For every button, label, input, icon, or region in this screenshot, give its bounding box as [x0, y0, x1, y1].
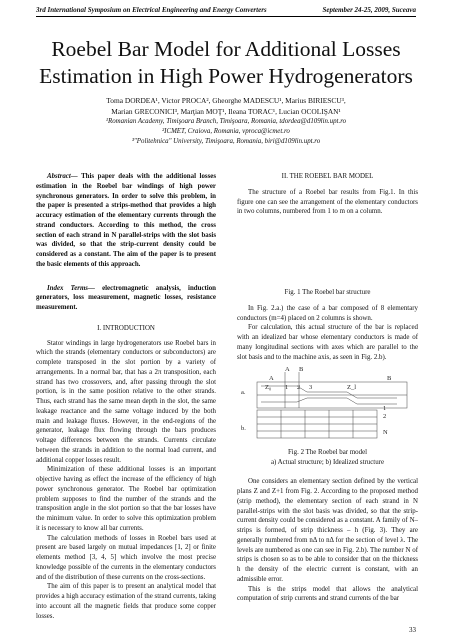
- figure-2-caption-line-2: a) Actual structure; b) Idealized structure: [270, 458, 385, 466]
- page-number: 33: [409, 626, 416, 634]
- fig2-idealized-structure: [257, 410, 377, 438]
- abstract-label: Abstract—: [47, 173, 78, 180]
- fig2-label-aside: a.: [241, 389, 246, 397]
- fig2-label-b2: B: [387, 375, 392, 383]
- affiliation-3: ³"Politehnica" University, Timişoara, Romania, biri@d109lin.upt.ro: [131, 138, 321, 145]
- intro-paragraph-1: Stator windings in large hydrogenerators use Roebel bars in which the strands (elementary conductors or subconductors) are complete transposed in the slot portion by a variety of arrangements. In a normal bar, that has a 2π transposition, each strand has two crossovers, and, after passing through the slot portion, is in the same position relative to the other strands. Thus, each strand has the same mean depth in the slot, the same leakage reactance and the same voltage induced by the both main and leakage fluxes. However, in the end-regions of the generator, leakage flux flowing through the bars produces voltage differences between the strands. Currents circulate between the strands in addition to the normal load current, and additional copper losses result.: [36, 339, 216, 464]
- fig2-label-a2: A: [269, 375, 274, 383]
- model-paragraph-4: One considers an elementary section defined by the vertical plans Z and Z+1 from Fig. 2. According to the proposed method (strip method), the elementary section of each strand in N parallel-strips with the slot basis was divided, so that the strip-current density could be considered as a constant. A family of N–strips is formed, of strip thickness – h (Fig. 3). They are generally numbered from nΔ to nΔ for the section of level λ. The levels are numbered as one can see in Fig. 2.b). The number N of strips is chosen so as to be able to consider that on the thickness h the density of the electric current is constant, with an admissible error.: [237, 478, 418, 583]
- model-paragraph-3: For calculation, this actual structure of the bar is replaced with an idealized bar whose elementary conductors is made of many longitudinal sections with axes which are parallel to the slot basis and to the machine axis, as seen in Fig. 2.b).: [237, 324, 418, 361]
- left-column: [36, 172, 216, 621]
- intro-paragraph-3: The calculation methods of losses in Roebel bars used at present are based largely on mutual impedances [1, 2] or finite elements method [3, 4, 5] which involve the most precise knowledge possible of the currents in the elementary conductors and of the distribution of these currents on the cross-sections.: [36, 534, 216, 581]
- figure-2-caption-line-1: Fig. 2 The Roebel bar model: [287, 449, 368, 457]
- fig2-label-n2: 2: [383, 413, 387, 421]
- fig2-label-n1: 1: [383, 405, 387, 413]
- abstract-text: This paper deals with the additional losses estimation in the Roebel bar windings of high power synchronous generators. In order to solve this problem, in the paper is presented a strips-method that provides a high accuracy estimation of the elementary currents through the strand conductors. According to this method, the cross section of each strand in N parallel-strips with the slot basis was divided, so that the strip-current density could be considered as a constant. The aim of the paper is to present the basic elements of this approach.: [36, 173, 216, 268]
- authors-line-2: Marian GRECONICI³, Marţian MOŢ¹, Ileana TORAC¹, Lucian OCOLIŞAN¹: [111, 106, 341, 116]
- fig2-label-nn: N: [383, 429, 388, 437]
- running-header: [36, 6, 416, 14]
- index-terms-label: Index Terms—: [47, 284, 95, 292]
- affiliations: [20, 117, 432, 147]
- index-terms: [36, 284, 216, 313]
- paper-title: Roebel Bar Model for Additional Losses Estimation in High Power Hydrogenerators: [39, 37, 413, 88]
- authors: [20, 96, 432, 117]
- model-paragraph-5: This is the strips model that allows the analytical computation of strip currents and strand currents of the bar: [237, 585, 418, 603]
- fig2-label-z1: 1: [285, 384, 289, 392]
- figure-1-placeholder: [237, 217, 418, 279]
- figure-1-caption: Fig. 1 The Roebel bar structure: [284, 289, 371, 296]
- authors-line-1: Toma DORDEA¹, Victor PROCA², Gheorghe MADESCU¹, Marius BIRIESCU³,: [106, 96, 346, 105]
- model-paragraph-1: The structure of a Roebel bar results from Fig.1. In this figure one can see the arrangement of the elementary conductors in two columns, numbered from 1 to m on a column.: [237, 188, 418, 216]
- header-right: September 24-25, 2009, Suceava: [322, 6, 416, 14]
- section-heading-roebel-model: II. THE ROEBEL BAR MODEL: [281, 173, 374, 180]
- figure-2-caption: [237, 448, 418, 467]
- right-column: [237, 172, 418, 604]
- index-terms-text: electromagnetic analysis, induction generators, loss measurement, magnetic losses, resistance measurement.: [36, 284, 216, 311]
- intro-paragraph-4: The aim of this paper is to present an analytical model that provides a high accuracy estimation of the strand currents, taking into account all the magnetic fields that produce some copper losses.: [36, 583, 216, 620]
- header-rule: [36, 16, 416, 17]
- intro-paragraph-2: Minimization of these additional losses is an important objective having as effect the increase of the efficiency of high power synchronous generator. The Roebel bar optimization problem supposes to find the number of the strands and the transposition angle in the slot portion so that the bar losses have the minimum value. In order to solve this optimization problem it is necessary to know all bar currents.: [36, 466, 216, 532]
- figure-2-diagram: [237, 364, 418, 444]
- affiliation-2: ²ICMET, Craiova, Romania, vproca@icmet.ro: [162, 128, 290, 135]
- affiliation-1: ¹Romanian Academy, Timişoara Branch, Timişoara, Romania, tdordea@d109lin.upt.ro: [105, 118, 347, 125]
- section-heading-introduction: I. INTRODUCTION: [97, 324, 155, 332]
- fig2-label-z2: 2: [297, 384, 301, 392]
- fig2-label-z0: Z₀: [265, 384, 272, 392]
- header-left: 3rd International Symposium on Electrical Engineering and Energy Converters: [36, 6, 267, 14]
- fig2-label-bside: b.: [241, 425, 246, 433]
- fig2-label-a: A: [285, 366, 290, 374]
- fig2-label-z3: 3: [309, 384, 313, 392]
- fig2-actual-structure: [257, 372, 407, 408]
- fig2-label-zl: Z_l: [347, 384, 357, 392]
- fig2-label-b: B: [299, 366, 304, 374]
- model-paragraph-2: In Fig. 2.a.) the case of a bar composed of 8 elementary conductors (m=4) placed on 2 columns is shown.: [237, 304, 418, 322]
- abstract: [36, 172, 216, 270]
- figure-2: [237, 364, 418, 444]
